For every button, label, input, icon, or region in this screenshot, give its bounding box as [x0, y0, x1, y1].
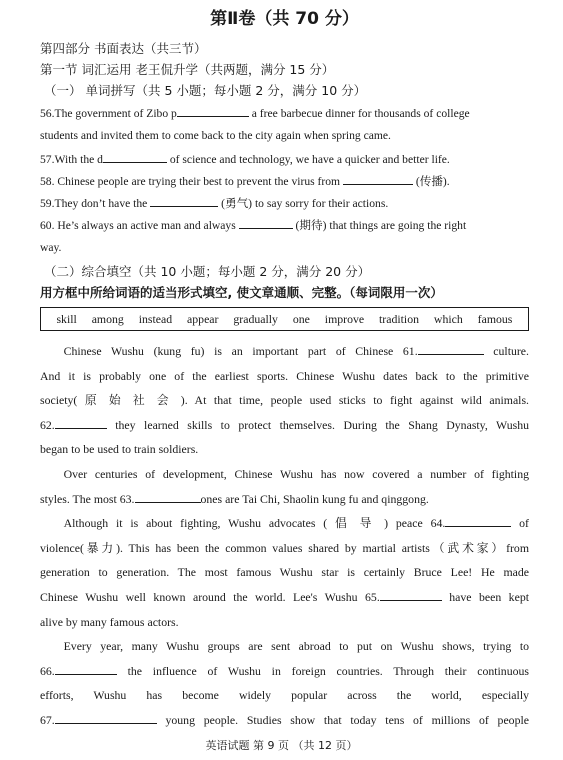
passage-paragraph-4 — [40, 634, 529, 732]
passage-text: have been kept — [441, 589, 529, 604]
passage-text: culture. — [483, 344, 529, 358]
word-bank-item: among — [91, 311, 124, 326]
passage-line: Over centuries of development, Chinese Wushu has now covered a number of fighting — [63, 466, 529, 481]
passage-line — [40, 413, 529, 438]
answer-blank[interactable] — [177, 104, 249, 117]
question-57 — [40, 149, 529, 171]
passage-text: ones are Tai Chi, Shaolin kung fu and qinggong. — [200, 491, 429, 506]
answer-blank-61[interactable] — [418, 342, 484, 355]
passage-line — [40, 487, 529, 512]
cloze-instructions: 用方框中所给词语的适当形式填空, 使文章通顺、完整。（每词限用一次） — [40, 285, 443, 300]
word-bank-item: one — [292, 311, 310, 326]
question-text: 56.The government of Zibo p — [40, 107, 177, 120]
passage-line: And it is probably one of the earliest sports. Chinese Wushu dates back to the primitive — [40, 368, 529, 383]
answer-blank-63[interactable] — [135, 490, 201, 503]
answer-blank-64[interactable] — [445, 514, 511, 527]
question-56 — [40, 103, 529, 125]
question-58 — [40, 171, 529, 193]
passage-text: 67. — [40, 712, 55, 727]
question-text: a free barbecue dinner for thousands of college — [248, 107, 470, 120]
answer-blank-67[interactable] — [55, 711, 157, 724]
passage-paragraph-1 — [40, 339, 529, 462]
question-text: 57.With the d — [40, 153, 103, 166]
word-bank-item: tradition — [379, 311, 420, 326]
question-60-cont: way. — [40, 241, 62, 254]
word-bank-item: instead — [138, 311, 173, 326]
passage-line: Every year, many Wushu groups are sent abroad to put on Wushu shows, trying to — [63, 639, 529, 654]
question-text: 59.They don’t have the — [40, 197, 151, 210]
passage-paragraph-2 — [40, 462, 529, 511]
passage-text: they learned skills to protect themselves. During the Shang Dynasty, Wushu — [106, 417, 529, 432]
passage-line — [40, 511, 529, 536]
question-56-cont: students and invited them to come back to the city again when spring came. — [40, 129, 391, 142]
passage-line: generation to generation. The most famous Wushu star is certainly Bruce Lee! He made — [40, 565, 529, 580]
passage-text: Chinese Wushu well known around the world. Lee's Wushu 65. — [40, 589, 380, 604]
question-text: (期待) that things are going the right — [292, 219, 467, 232]
passage-text: the influence of Wushu in foreign countries. Through their continuous — [116, 663, 529, 678]
page-footer: 英语试题 第 9 页 （共 12 页） — [205, 739, 358, 752]
answer-blank-62[interactable] — [55, 416, 107, 429]
part-heading: 第四部分 书面表达（共三节） — [40, 41, 207, 56]
passage-text: young people. Studies show that today tens of millions of people — [156, 712, 529, 727]
question-text: (勇气) to say sorry for their actions. — [218, 197, 389, 210]
answer-blank[interactable] — [239, 216, 293, 229]
passage-line: began to be used to train soldiers. — [40, 442, 199, 457]
section-heading: 第一节 词汇运用 老王侃升学（共两题，满分 15 分） — [40, 62, 335, 77]
answer-blank-65[interactable] — [380, 588, 442, 601]
passage-text: Although it is about fighting, Wushu advocates ( 倡 导 ) peace 64. — [63, 516, 446, 531]
passage-line: alive by many famous actors. — [40, 614, 179, 629]
word-bank-item: gradually — [233, 311, 278, 326]
passage-line — [40, 659, 529, 684]
passage-text: Chinese Wushu (kung fu) is an important part of Chinese 61. — [63, 344, 418, 358]
passage-text: 62. — [40, 417, 55, 432]
question-text: of science and technology, we have a quicker and better life. — [166, 153, 450, 166]
section-title: 第Ⅱ卷（共 70 分） — [210, 9, 359, 29]
question-text: 60. He’s always an active man and always — [40, 219, 239, 232]
subsection-heading-cloze: （二）综合填空（共 10 小题；每小题 2 分，满分 20 分） — [44, 264, 371, 279]
subsection-heading-spelling: （一） 单词拼写（共 5 小题；每小题 2 分，满分 10 分） — [44, 83, 367, 98]
passage-text: of — [511, 516, 529, 531]
passage-line — [40, 708, 529, 733]
question-text: 58. Chinese people are trying their best to prevent the virus from — [40, 175, 343, 188]
word-bank-item: appear — [187, 311, 219, 326]
word-bank-box — [40, 307, 529, 331]
passage-line: violence(暴力). This has been the common values shared by martial artists（武术家）from — [40, 540, 529, 555]
passage-paragraph-3 — [40, 511, 529, 634]
passage-text: styles. The most 63. — [40, 491, 135, 506]
question-59 — [40, 193, 529, 215]
answer-blank[interactable] — [150, 194, 218, 207]
answer-blank-66[interactable] — [55, 662, 117, 675]
passage-line — [40, 585, 529, 610]
word-bank-item: improve — [324, 311, 365, 326]
question-text: (传播). — [412, 175, 450, 188]
question-60 — [40, 215, 529, 237]
passage-line: efforts, Wushu has become widely popular across the world, especially — [40, 688, 529, 703]
word-bank-item: which — [433, 311, 463, 326]
passage-text: 66. — [40, 663, 55, 678]
passage-line — [40, 339, 529, 364]
word-bank-item: famous — [477, 311, 513, 326]
answer-blank[interactable] — [103, 150, 167, 163]
answer-blank[interactable] — [343, 172, 413, 185]
passage-line: society( 原 始 社 会 ). At that time, people used sticks to fight against wild animals. — [40, 393, 529, 408]
word-bank-item: skill — [56, 311, 77, 326]
